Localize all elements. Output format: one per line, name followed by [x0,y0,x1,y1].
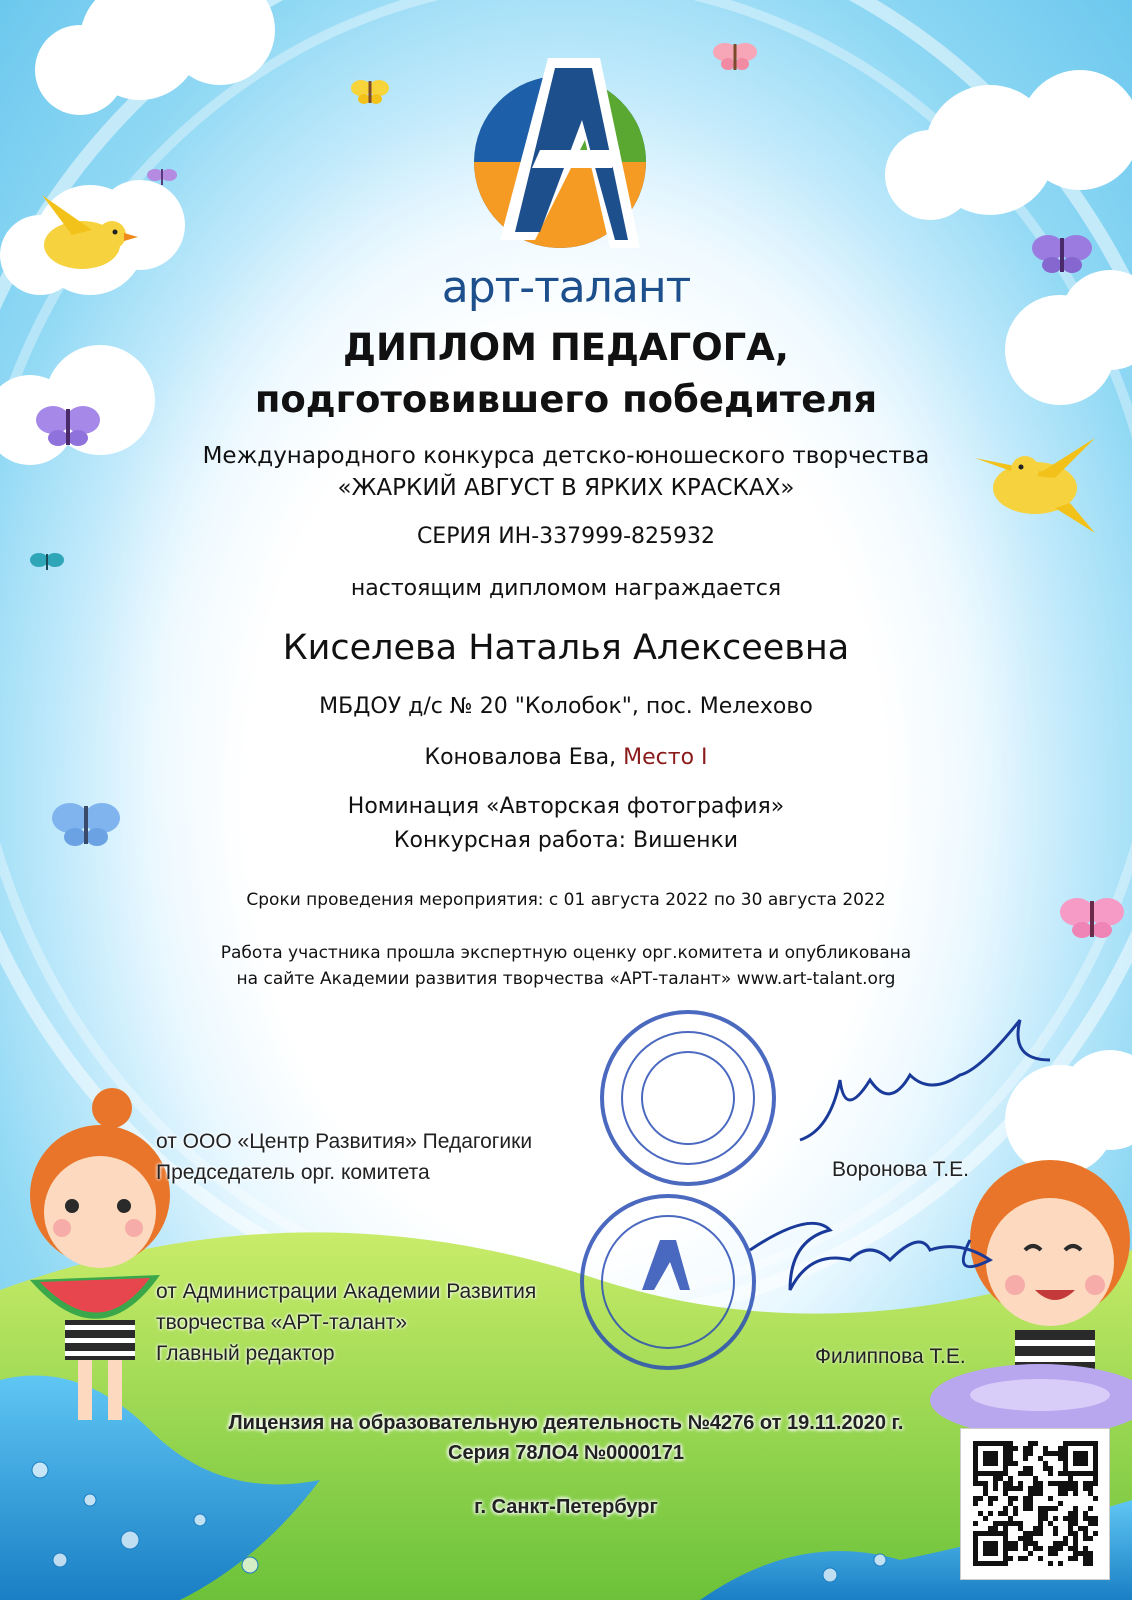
diploma-subtitle: подготовившего победителя [254,378,878,421]
contest-name [0,440,1132,504]
signer-name-2: Филиппова Т.Е. [815,1345,966,1368]
signature-org-2: от Администрации Академии Развития [156,1280,537,1303]
awarded-text: настоящим дипломом награждается [350,576,782,601]
signature-org-1: от ООО «Центр Развития» Педагогики [156,1130,533,1153]
license-series: Серия 78ЛО4 №0000171 [448,1442,684,1464]
diploma-series: СЕРИЯ ИН-337999-825932 [416,524,716,549]
cloud-top-right [885,70,1132,220]
butterfly-icon [30,553,64,570]
signer-name-1: Воронова Т.Е. [832,1158,969,1181]
qr-code-icon [961,1429,1109,1579]
license-text: Лицензия на образовательную деятельность №4276 от 19.11.2020 г. [228,1412,904,1434]
city: г. Санкт-Петербург [474,1496,658,1518]
winner-name: Коновалова Ева, [424,745,617,770]
competition-work: Конкурсная работа: Вишенки [393,828,739,853]
event-dates: Сроки проведения мероприятия: с 01 августа 2022 по 30 августа 2022 [246,890,886,910]
note-line-2: на сайте Академии развития творчества «АРТ-талант» www.art-talant.org [236,969,896,989]
qr-code[interactable] [960,1428,1110,1580]
child-with-swim-ring-illustration [930,1160,1132,1436]
recipient-organization: МБДОУ д/с № 20 "Колобок", пос. Мелехово [319,694,813,719]
nomination-block [0,790,1132,858]
signature-org-2b: творчества «АРТ-талант» [156,1311,408,1334]
diploma-title: ДИПЛОМ ПЕДАГОГА, [343,326,789,369]
butterfly-icon [713,43,757,70]
nomination: Номинация «Авторская фотография» [347,794,785,819]
signature-role-1: Председатель орг. комитета [156,1161,430,1184]
publication-note [0,940,1132,992]
signature-role-2: Главный редактор [156,1342,335,1365]
art-talant-logo-icon [474,58,646,248]
logo-wordmark: арт-талант [441,262,691,313]
cloud-top-left [35,0,275,115]
contest-line-2: «ЖАРКИЙ АВГУСТ В ЯРКИХ КРАСКАХ» [337,475,795,501]
recipient-name: Киселева Наталья Алексеевна [282,628,850,668]
signature-block-1 [156,1126,532,1188]
butterfly-icon [351,80,389,104]
winner-line [0,745,1132,770]
winner-place: Место I [623,745,708,770]
contest-line-1: Международного конкурса детско-юношеского творчества [202,443,930,469]
signature-block-2 [156,1276,536,1369]
note-line-1: Работа участника прошла экспертную оценку орг.комитета и опубликована [220,943,912,963]
